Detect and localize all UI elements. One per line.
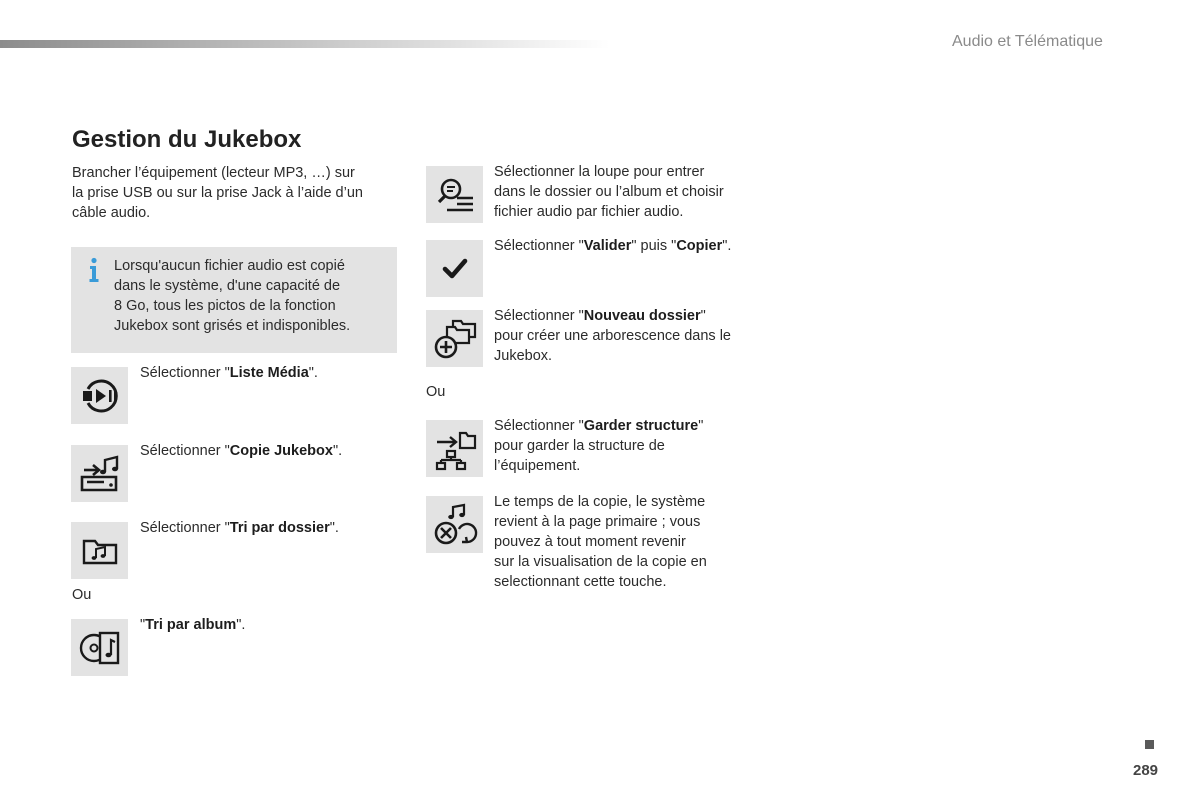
intro-line: la prise USB ou sur la prise Jack à l’aide d’un xyxy=(72,185,363,201)
temps-copie-line: pouvez à tout moment revenir xyxy=(494,534,686,550)
step-tri-album: "Tri par album". xyxy=(140,617,246,633)
garder-structure-line: l’équipement. xyxy=(494,458,581,474)
step-temps-copie xyxy=(494,492,774,592)
info-icon xyxy=(87,257,101,283)
garder-structure-label: Garder structure xyxy=(583,418,699,434)
info-line: dans le système, d'une capacité de xyxy=(114,278,341,294)
copie-jukebox-button[interactable] xyxy=(71,445,128,502)
temps-copie-line: Le temps de la copie, le système xyxy=(494,494,706,510)
step-tri-dossier: Sélectionner "Tri par dossier". xyxy=(140,520,339,536)
checkmark-icon xyxy=(431,245,479,293)
info-line: 8 Go, tous les pictos de la fonction xyxy=(114,298,336,314)
temps-copie-line: revient à la page primaire ; vous xyxy=(494,514,701,530)
nouveau-dossier-button[interactable] xyxy=(426,310,483,367)
page-number: 289 xyxy=(1133,762,1159,779)
copier-label: Copier xyxy=(676,238,723,254)
nouveau-dossier-label: Nouveau dossier xyxy=(583,308,701,324)
cancel-copy-button[interactable] xyxy=(426,496,483,553)
jukebox-copy-icon xyxy=(76,450,124,498)
step-nouveau-dossier: Sélectionner "Nouveau dossier" pour créer une arborescence dans le Jukebox. xyxy=(494,306,774,366)
valider-button[interactable] xyxy=(426,240,483,297)
or-separator-left: Ou xyxy=(72,587,92,603)
section-title: Audio et Télématique xyxy=(952,33,1103,50)
folder-sort-icon xyxy=(76,527,124,575)
step-valider-copier: Sélectionner "Valider" puis "Copier". xyxy=(494,238,732,254)
intro-line: Brancher l’équipement (lecteur MP3, …) sur xyxy=(72,165,355,181)
tri-dossier-button[interactable] xyxy=(71,522,128,579)
garder-structure-button[interactable] xyxy=(426,420,483,477)
or-separator-right: Ou xyxy=(426,384,446,400)
new-folder-icon xyxy=(431,315,479,363)
temps-copie-line: sur la visualisation de la copie en xyxy=(494,554,707,570)
temps-copie-line: selectionnant cette touche. xyxy=(494,574,667,590)
loupe-line: Sélectionner la loupe pour entrer xyxy=(494,164,705,180)
keep-structure-icon xyxy=(431,425,479,473)
album-sort-icon xyxy=(76,624,124,672)
loupe-line: fichier audio par fichier audio. xyxy=(494,204,684,220)
intro-paragraph xyxy=(72,163,402,223)
info-text xyxy=(114,256,384,336)
liste-media-button[interactable] xyxy=(71,367,128,424)
nouveau-dossier-line: Jukebox. xyxy=(494,348,553,364)
info-note-box xyxy=(71,247,397,353)
media-list-icon xyxy=(76,372,124,420)
info-line: Lorsqu'aucun fichier audio est copié xyxy=(114,258,345,274)
liste-media-label: Liste Média xyxy=(229,365,309,381)
tri-album-label: Tri par album xyxy=(145,617,237,633)
loupe-button[interactable] xyxy=(426,166,483,223)
garder-structure-line: pour garder la structure de xyxy=(494,438,665,454)
copie-jukebox-label: Copie Jukebox xyxy=(229,443,333,459)
nouveau-dossier-line: pour créer une arborescence dans le xyxy=(494,328,731,344)
valider-label: Valider xyxy=(583,238,632,254)
step-liste-media: Sélectionner "Liste Média". xyxy=(140,365,318,381)
intro-line: câble audio. xyxy=(72,205,151,221)
tri-album-button[interactable] xyxy=(71,619,128,676)
page-marker xyxy=(1145,740,1154,749)
magnifier-list-icon xyxy=(431,171,479,219)
tri-dossier-label: Tri par dossier xyxy=(229,520,330,536)
header-gradient-bar xyxy=(0,40,610,48)
step-loupe xyxy=(494,162,764,222)
step-garder-structure: Sélectionner "Garder structure" pour garder la structure de l’équipement. xyxy=(494,416,774,476)
loupe-line: dans le dossier ou l’album et choisir xyxy=(494,184,724,200)
page-title: Gestion du Jukebox xyxy=(72,126,302,153)
step-copie-jukebox: Sélectionner "Copie Jukebox". xyxy=(140,443,343,459)
cancel-copy-icon xyxy=(431,501,479,549)
info-line: Jukebox sont grisés et indisponibles. xyxy=(114,318,351,334)
